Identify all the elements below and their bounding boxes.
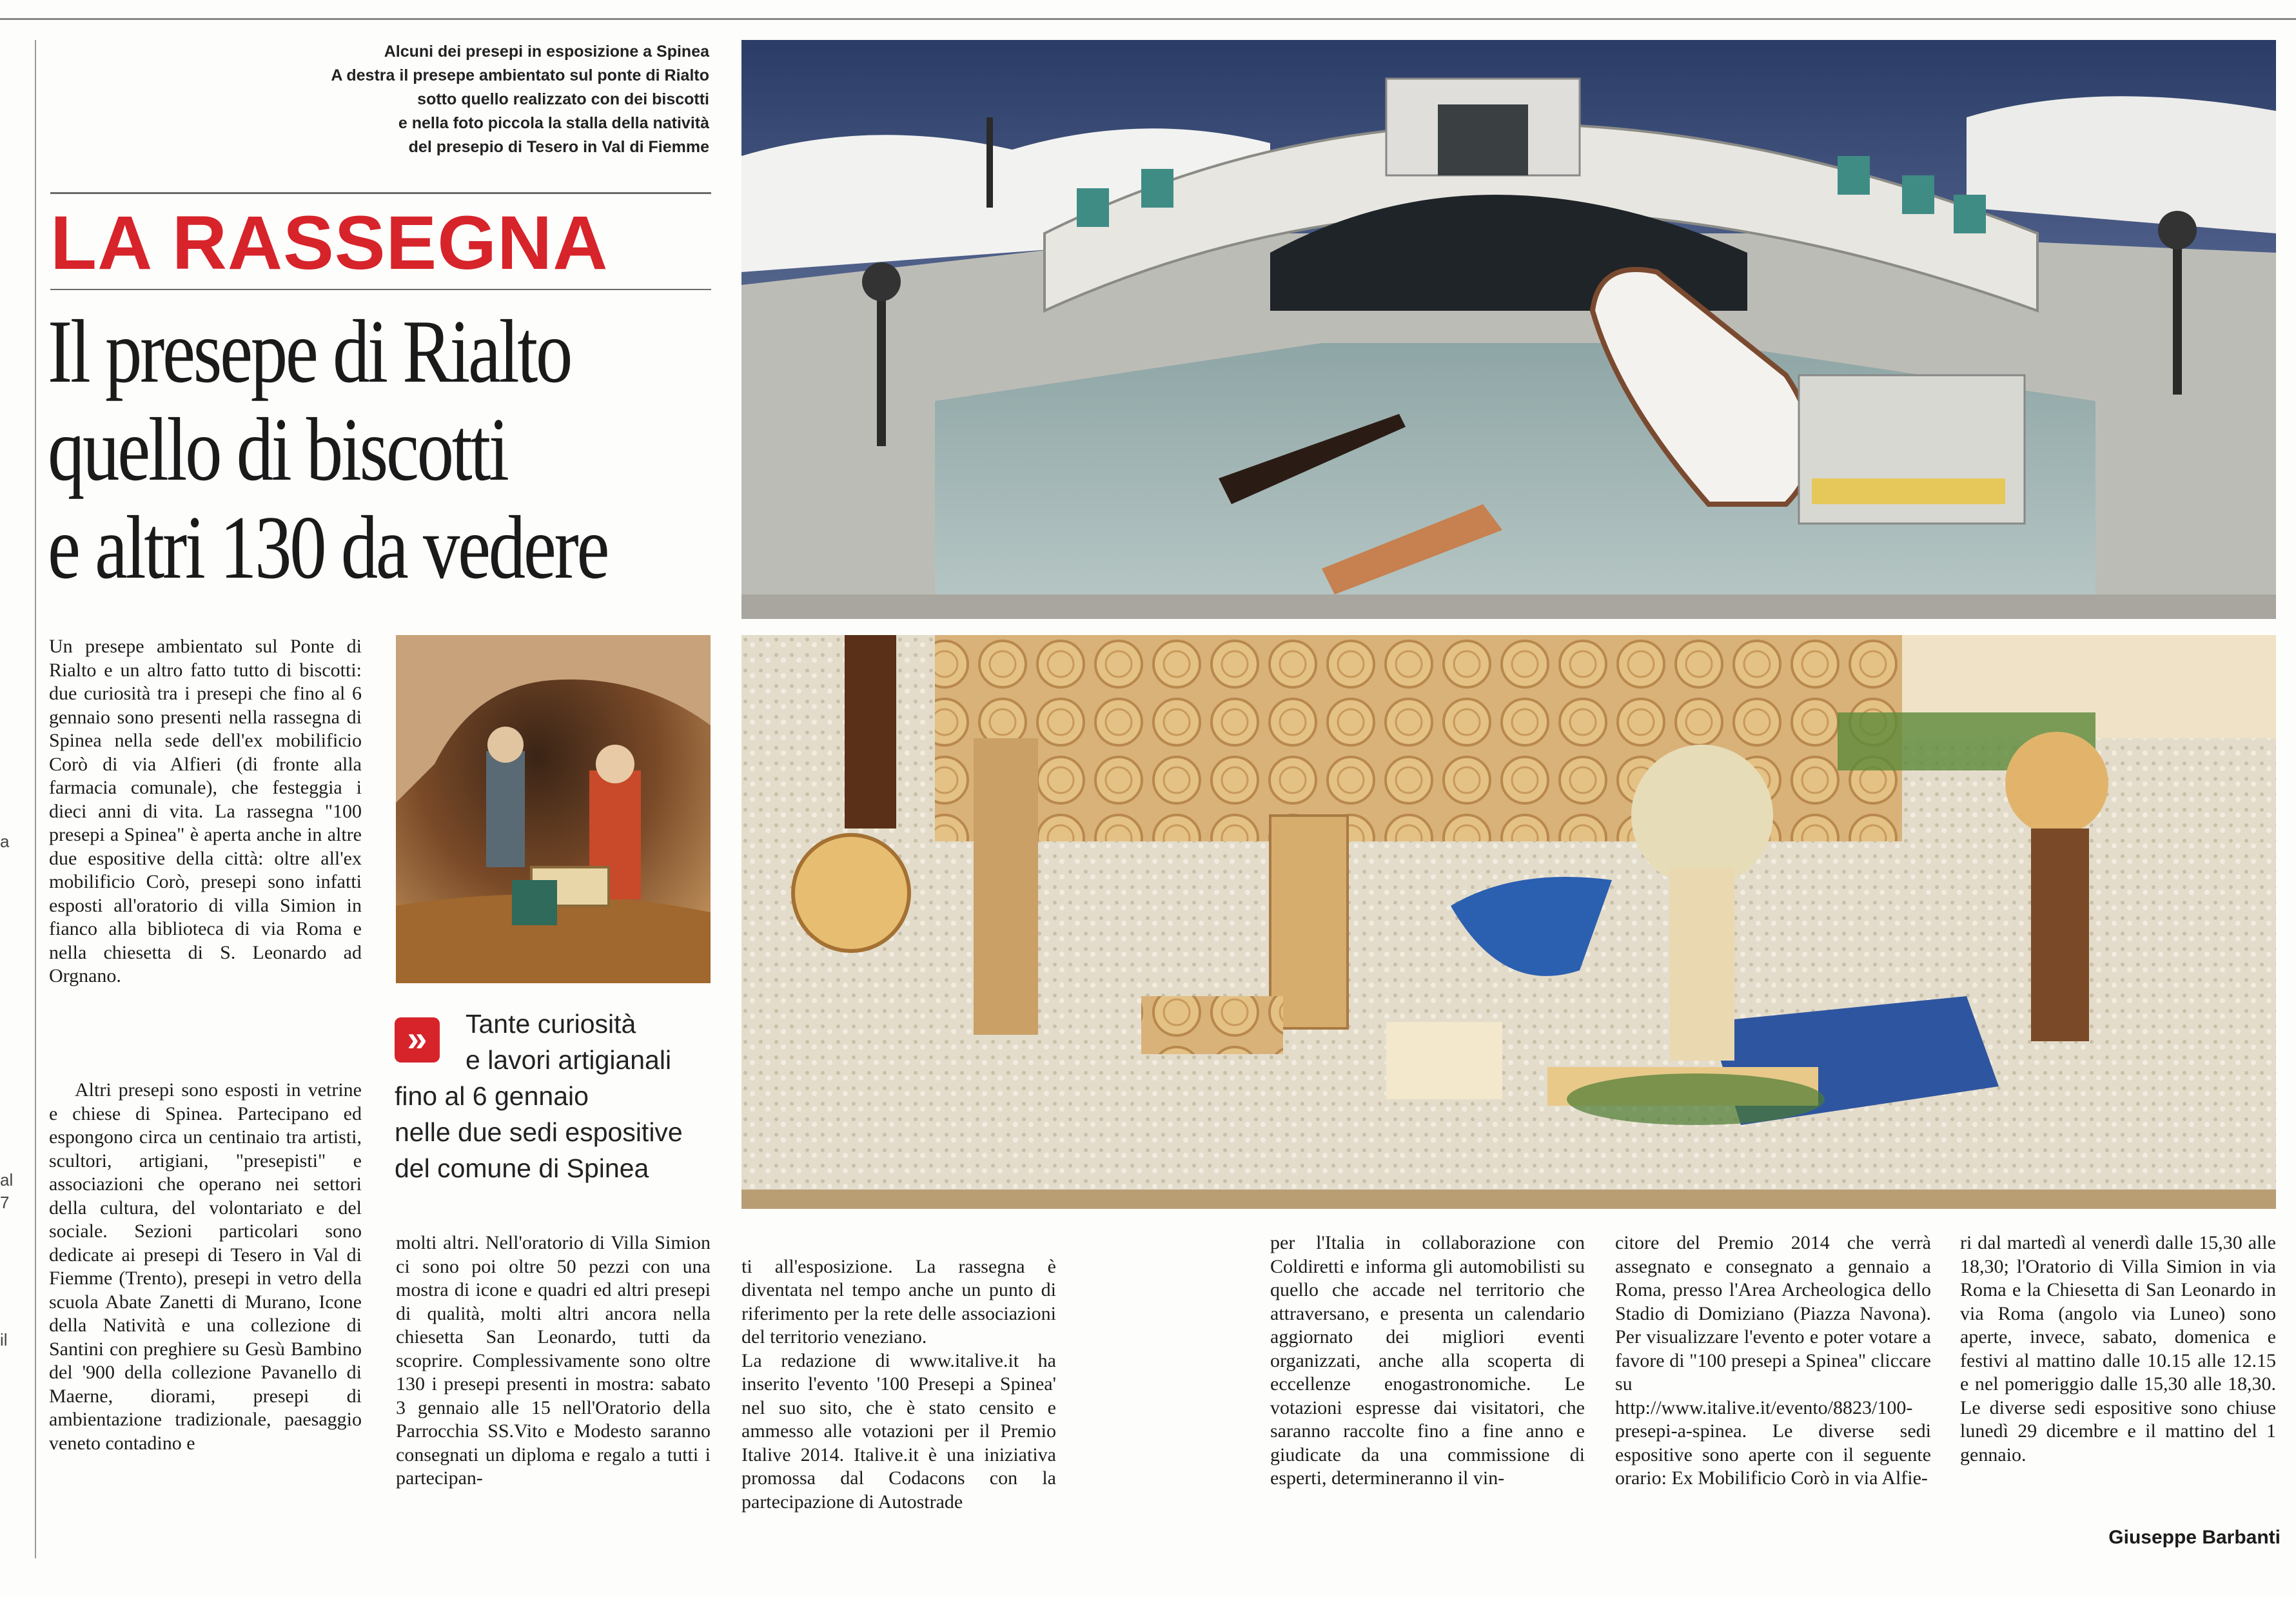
caption-line: del presepio di Tesero in Val di Fiemme xyxy=(408,138,709,156)
article-column-6 xyxy=(1960,1231,2276,1467)
paragraph: citore del Premio 2014 che verrà assegnato e consegnato a gennaio a Roma, presso l'Area Archeologica dello Stadio di Domiziano (Piazza Navona). Per visualizzare l'evento e poter votare a favore di "100 presepi a Spinea" cliccare su http://www.italive.it/evento/8823/100-presepi-a-spinea. Le diverse sedi espositive sono aperte con il seguente orario: Ex Mobilificio Corò in via Alfie- xyxy=(1615,1232,1931,1489)
byline: Giuseppe Barbanti xyxy=(2108,1527,2281,1548)
caption-line: e nella foto piccola la stalla della natività xyxy=(398,114,709,132)
top-rule xyxy=(0,18,2296,20)
rialto-diorama-illustration xyxy=(741,40,2276,619)
article-column-2 xyxy=(396,1231,711,1491)
headline-line: Il presepe di Rialto xyxy=(48,302,571,402)
stable-diorama-illustration xyxy=(396,635,711,983)
paragraph: ti all'esposizione. La rassegna è diventata nel tempo anche un punto di riferimento per la rete delle associazioni del territorio veneziano. La redazione di www.italive.it ha inserito l'evento '100 Presepi a Spinea' nel suo sito, che è stato censito e ammesso alle votazioni per il Premio Italive 2014. Italive.it è una iniziativa promossa dal Codacons con la partecipazione di Autostrade xyxy=(741,1255,1056,1513)
margin-fragment: 7 xyxy=(0,1193,10,1212)
margin-fragment: al xyxy=(0,1170,14,1190)
headline-line: quello di biscotti xyxy=(48,400,507,500)
paragraph: ri dal martedì al venerdì dalle 15,30 alle 18,30; l'Oratorio di Villa Simion in via Roma e la Chiesetta di San Leonardo in via Roma (angolo via Luneo) sono aperte, invece, sabato, domenica e festivi al mattino dalle 10.15 alle 12.15 e nel pomeriggio dalle 15,30 alle 18,30. Le diverse sedi espositive sono chiuse lunedì 29 dicembre e il mattino del 1 gennaio. xyxy=(1960,1232,2276,1465)
article-column-5 xyxy=(1615,1231,1931,1491)
tesero-stable-photo xyxy=(396,635,711,983)
article-column-1-bottom xyxy=(49,1079,362,1455)
left-column-rule xyxy=(35,40,36,1558)
pull-quote-line: nelle due sedi espositive xyxy=(395,1117,683,1147)
photo-caption xyxy=(193,40,709,159)
paragraph: Un presepe ambientato sul Ponte di Rialto e un altro fatto tutto di biscotti: due curiosità tra i presepi che fino al 6 gennaio sono presenti nella rassegna di Spinea nella sede dell'ex mobilificio Corò di via Alfieri (di fronte alla farmacia comunale), che festeggia i dieci anni di vita. La rassegna "100 presepi a Spinea" è aperta anche in altre due espositive della città: oltre all'ex mobilificio Corò, presepi sono infatti esposti all'oratorio di villa Simion in fianco alla biblioteca di via Roma e nella chiesetta di S. Leonardo ad Orgnano. xyxy=(49,636,362,986)
pull-quote-line: fino al 6 gennaio xyxy=(395,1081,589,1111)
article-column-3 xyxy=(741,1231,1056,1538)
biscuit-nativity-photo xyxy=(741,635,2276,1209)
section-kicker: LA RASSEGNA xyxy=(50,201,609,286)
kicker-rule xyxy=(50,289,711,290)
caption-line: sotto quello realizzato con dei biscotti xyxy=(417,90,709,108)
headline xyxy=(48,302,608,598)
headline-line: e altri 130 da vedere xyxy=(48,498,608,598)
rialto-bridge-photo xyxy=(741,40,2276,619)
pull-quote xyxy=(395,1006,698,1186)
caption-rule xyxy=(50,192,711,194)
pull-quote-line: e lavori artigianali xyxy=(466,1045,672,1075)
biscuit-diorama-illustration xyxy=(741,635,2276,1209)
paragraph: molti altri. Nell'oratorio di Villa Simion ci sono poi oltre 50 pezzi con una mostra di icone e quadri ed altri presepi di qualità, molti altri ancora nella chiesetta San Leonardo, tutti da scoprire. Complessivamente sono oltre 130 i presepi presenti in mostra: sabato 3 gennaio alle 15 nell'Oratorio della Parrocchia SS.Vito e Modesto saranno consegnati un diploma e regalo a tutti i partecipan- xyxy=(396,1232,711,1489)
pull-quote-line: Tante curiosità xyxy=(466,1009,636,1039)
article-column-1-top xyxy=(49,635,362,988)
caption-line: A destra il presepe ambientato sul ponte di Rialto xyxy=(331,66,709,84)
article-column-4 xyxy=(1270,1231,1585,1491)
caption-line: Alcuni dei presepi in esposizione a Spinea xyxy=(384,43,709,61)
paragraph: Altri presepi sono esposti in vetrine e chiese di Spinea. Partecipano ed espongono circa un centinaio tra artisti, scultori, artigiani, "presepisti" e associazioni che operano nei settori della cultura, del volontariato e del sociale. Sezioni particolari sono dedicate ai presepi di Tesero in Val di Fiemme (Trento), presepi in vetro della scuola Abate Zanetti di Murano, Icone della Natività e una collezione di Santini con preghiere su Gesù Bambino del '900 della collezione Pavanello di Maerne, diorami, presepi di ambientazione tradizionale, paesaggio veneto contadino e xyxy=(49,1079,362,1454)
margin-fragment: il xyxy=(0,1330,8,1349)
pull-quote-line: del comune di Spinea xyxy=(395,1153,649,1183)
margin-fragment: a xyxy=(0,832,10,851)
double-chevron-icon: » xyxy=(395,1017,440,1063)
paragraph: per l'Italia in collaborazione con Coldiretti e informa gli automobilisti su quello che accade nel territorio che attraversano, e presenta un calendario aggiornato dei migliori eventi organizzati, anche alla scoperta di eccellenze enogastronomiche. Le votazioni espresse dai visitatori, che saranno raccolte fino a fine anno e giudicate da una commissione di esperti, determineranno il vin- xyxy=(1270,1232,1585,1489)
